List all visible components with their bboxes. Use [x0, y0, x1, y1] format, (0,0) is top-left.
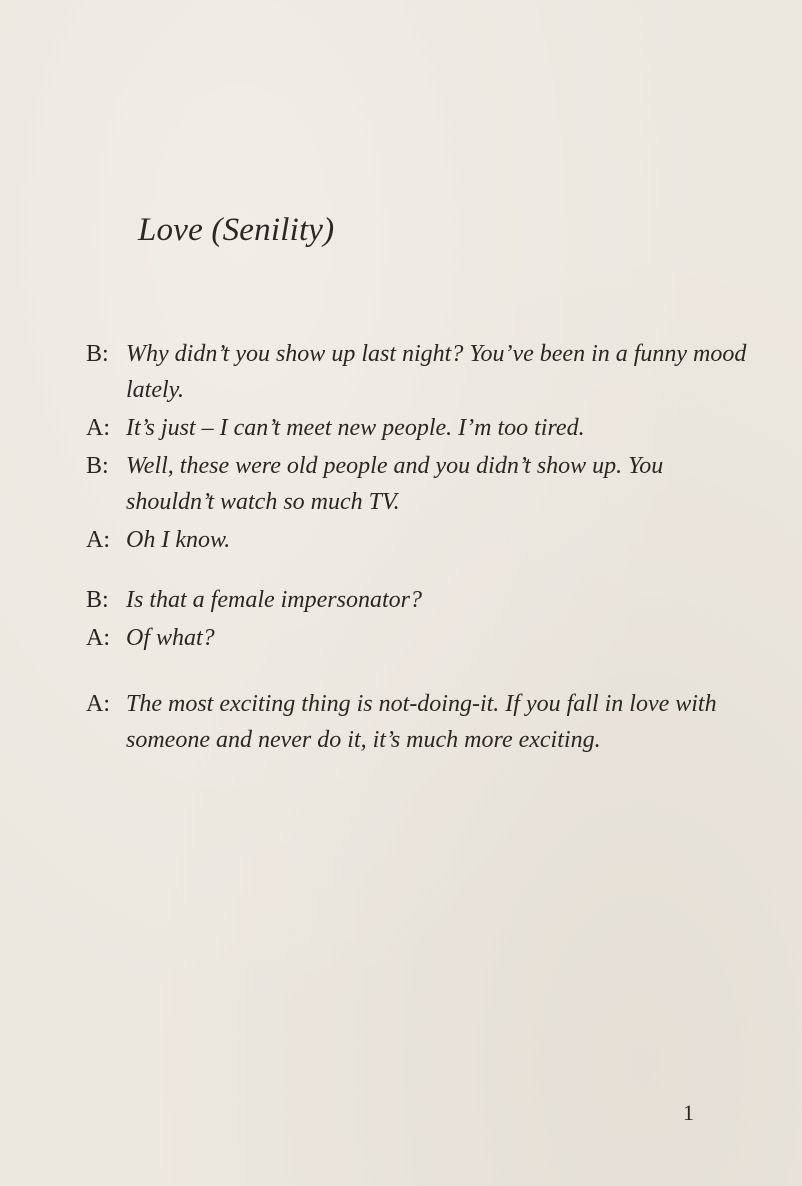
speaker-label: A:: [86, 527, 110, 553]
speaker-label: A:: [86, 691, 110, 717]
speaker-label: B:: [86, 341, 109, 367]
dialogue-block: [86, 336, 776, 760]
speech-text: Is that a female impersonator?: [126, 587, 422, 613]
speech-text: Oh I know.: [126, 527, 231, 553]
dialogue-line: [86, 620, 776, 656]
speech-text: Of what?: [126, 625, 215, 651]
dialogue-line: [86, 336, 776, 408]
speech-text: Well, these were old people and you didn’t show up. You shouldn’t watch so much TV.: [126, 453, 664, 515]
dialogue-line: [86, 410, 776, 446]
speaker-label: A:: [86, 625, 110, 651]
speech-text: It’s just – I can’t meet new people. I’m too tired.: [126, 415, 585, 441]
speaker-label: B:: [86, 453, 109, 479]
speaker-label: B:: [86, 587, 109, 613]
speech-text: The most exciting thing is not-doing-it. If you fall in love with someone and never do it, it’s much more exciting.: [126, 691, 717, 753]
dialogue-line: [86, 582, 776, 618]
dialogue-line: [86, 686, 776, 758]
dialogue-line: [86, 448, 776, 520]
speech-text: Why didn’t you show up last night? You’ve been in a funny mood lately.: [126, 341, 747, 403]
page-number: 1: [683, 1100, 695, 1125]
speaker-label: A:: [86, 415, 110, 441]
dialogue-line: [86, 522, 776, 558]
chapter-title: Love (Senility): [138, 212, 335, 248]
